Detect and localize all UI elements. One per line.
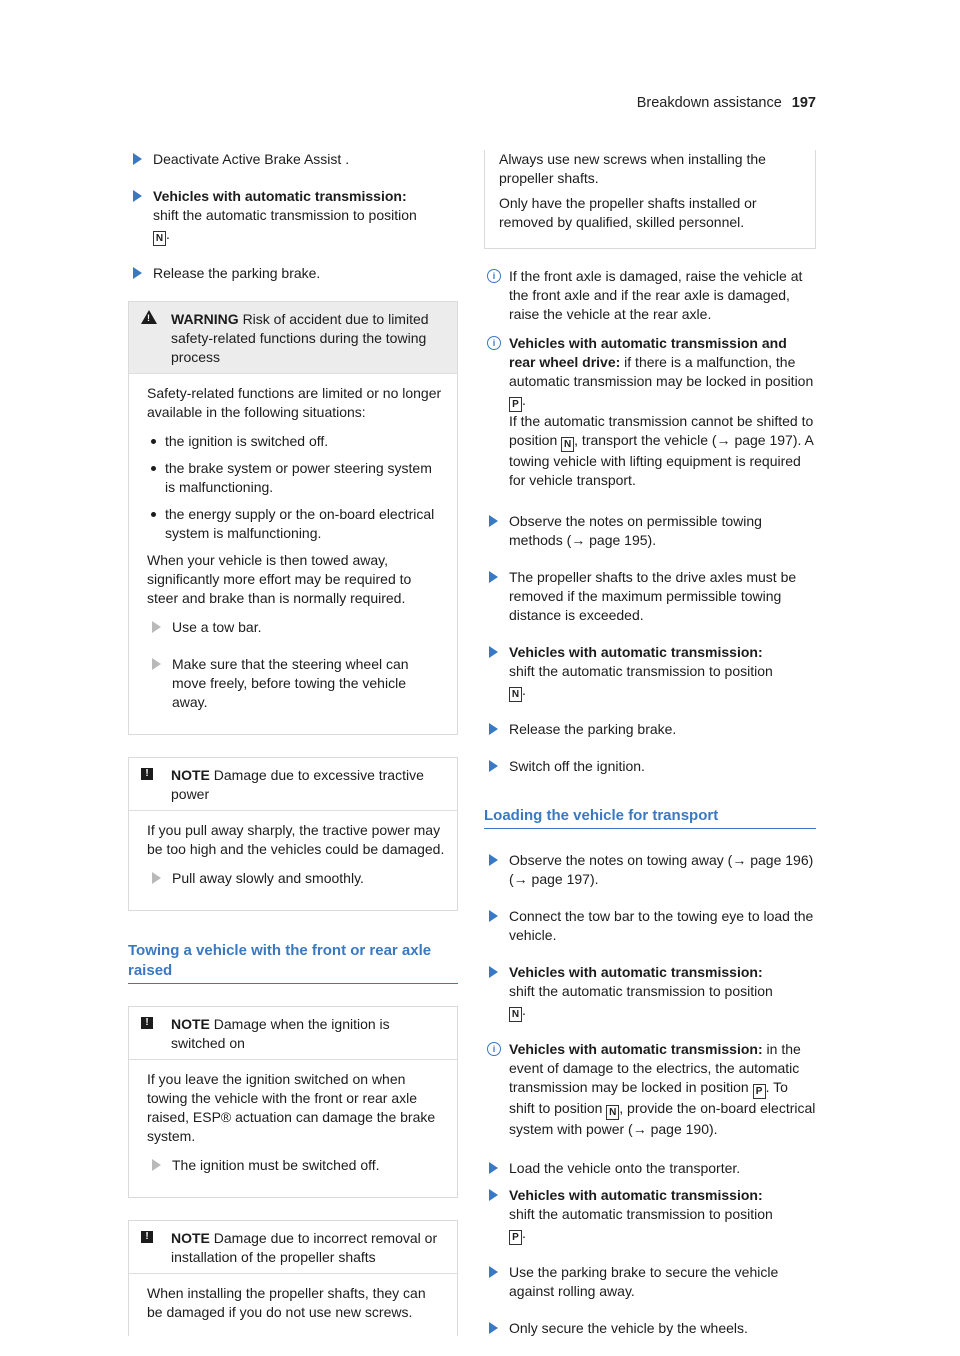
info-icon: i [487,269,501,283]
step-arrow-icon [133,267,142,279]
step-connect-tow-bar [484,907,816,945]
step-text: shift the automatic transmission to position [509,663,773,679]
step-arrow-icon [489,910,498,922]
step-text: Observe the notes on towing away (→ page 196) (→ page 197). [509,852,814,887]
note-title: Damage due to excessive tractive power [171,767,424,802]
step-text: Release the parking brake. [509,721,677,737]
step-text: Deactivate Active Brake Assist . [153,151,350,167]
note-icon: ! [141,1017,153,1029]
step-arrow-icon [489,1266,498,1278]
note-box-tractive-power [128,757,458,911]
step-arrow-icon [152,872,161,884]
step-bold-text: Vehicles with automatic transmission: [509,1187,763,1203]
note-paragraph: Only have the propeller shafts installed or removed by qualified, skilled personnel. [499,195,757,230]
gear-p-icon: P [753,1084,766,1099]
note-icon: ! [141,1231,153,1243]
warning-box [128,301,458,735]
note-body [129,1274,457,1336]
step-observe-towing [484,512,816,550]
step-release-parking-brake [484,720,816,739]
note-paragraph: If you leave the ignition switched on when towing the vehicle with the front or rear axle raised, ESP® actuation can damage the brake system. [147,1071,436,1144]
step-text: Release the parking brake. [153,265,321,281]
step-shift-n-loading: Vehicles with automatic transmission: shift the automatic transmission to position N . [484,963,816,1022]
note-title: Damage due to incorrect removal or installation of the propeller shafts [171,1230,438,1265]
step-text: Use the parking brake to secure the vehicle against rolling away. [509,1264,779,1299]
bullet-item: the brake system or power steering system is malfunctioning. [147,459,445,497]
step-shift-n: Vehicles with automatic transmission: shift the automatic transmission to position N . [484,643,816,702]
note-title: Damage when the ignition is switched on [171,1016,390,1051]
bullet-item: the energy supply or the on-board electrical system is malfunctioning. [147,505,445,543]
step-bold-text: Vehicles with automatic transmission: [153,188,407,204]
note-paragraph: When installing the propeller shafts, they can be damaged if you do not use new screws. [147,1285,426,1320]
note-paragraph: Always use new screws when installing the propeller shafts. [499,151,766,186]
step-load-vehicle [484,1159,816,1178]
note-box-propeller-shafts [128,1220,458,1336]
note-continuation [484,150,816,249]
page-header [637,94,816,113]
info-electrics-damage [484,1040,816,1139]
gear-n-icon: N [509,1007,522,1022]
info-icon: i [487,1042,501,1056]
step-text: Switch off the ignition. [509,758,645,774]
step-bold-text: Vehicles with automatic transmission: [509,644,763,660]
step-arrow-icon [489,1322,498,1334]
note-box-ignition [128,1006,458,1198]
page-number: 197 [791,95,816,111]
note-header [129,1221,457,1274]
info-text: , provide the on-board electrical system with power (→ page 190). [509,1100,816,1137]
step-text: The propeller shafts to the drive axles must be removed if the maximum permissible towing distance is exceeded. [509,569,797,623]
warning-paragraph: When your vehicle is then towed away, significantly more effort may be required to steer and brake than is normally required. [147,552,412,606]
step-arrow-icon [133,190,142,202]
gear-p-icon: P [509,397,522,412]
step-arrow-icon [152,1159,161,1171]
gear-n-icon: N [561,437,574,452]
step-arrow-icon [133,153,142,165]
step-text: Pull away slowly and smoothly. [172,870,364,886]
info-text: If the front axle is damaged, raise the vehicle at the front axle and if the rear axle is damaged, raise the vehicle at the rear axle. [509,268,803,322]
info-icon: i [487,336,501,350]
note-label: NOTE [171,1230,210,1246]
right-column [484,150,816,1356]
step-deactivate-brake-assist [128,150,458,169]
gear-p-icon: P [509,1230,522,1245]
step-arrow-icon [489,966,498,978]
step-arrow-icon [152,658,161,670]
left-column [128,150,458,1336]
warning-step [147,618,445,637]
warning-header [129,302,457,374]
step-arrow-icon [152,621,161,633]
info-text: , transport the vehicle (→ page 197). A towing vehicle with lifting equipment is required for vehicle transport. [509,432,814,488]
note-step [147,869,445,888]
info-bold-text: Vehicles with automatic transmission: [509,1041,763,1057]
note-body [129,1060,457,1197]
step-text: Connect the tow bar to the towing eye to load the vehicle. [509,908,814,943]
info-rear-wheel-drive: i Vehicles with automatic transmission and rear wheel drive: if there is a malfunction, the automatic transmission may be locked in position P . If the automatic transmission cannot be shifted to position N , transport the vehicle (→ page 197). A towing vehicle with lifting equipment is required for vehicle transport. [484,334,816,490]
note-label: NOTE [171,1016,210,1032]
info-front-axle [484,267,816,324]
step-text: The ignition must be switched off. [172,1157,380,1173]
step-arrow-icon [489,1162,498,1174]
step-switch-off-ignition [484,757,816,776]
warning-step [147,655,445,712]
note-paragraph: If you pull away sharply, the tractive power may be too high and the vehicles could be damaged. [147,822,445,857]
step-arrow-icon [489,760,498,772]
step-text: Make sure that the steering wheel can move freely, before towing the vehicle away. [172,656,409,710]
gear-n-icon: N [606,1105,619,1120]
note-header [129,758,457,811]
step-text: Only secure the vehicle by the wheels. [509,1320,748,1336]
step-observe-notes [484,851,816,889]
header-title: Breakdown assistance [636,95,782,111]
step-bold-text: Vehicles with automatic transmission: [509,964,763,980]
gear-n-icon: N [153,231,166,246]
note-body [129,811,457,910]
step-arrow-icon [489,854,498,866]
step-secure-parking-brake [484,1263,816,1301]
step-text: Use a tow bar. [172,619,262,635]
note-step [147,1156,445,1175]
info-bold-text: Vehicles with automatic transmission and rear wheel drive: [509,335,787,370]
info-text: . To shift to position [509,1079,788,1116]
gear-n-icon: N [509,687,522,702]
step-shift-p: Vehicles with automatic transmission: shift the automatic transmission to position P . [484,1186,816,1245]
section-title-towing: Towing a vehicle with the front or rear axle raised [128,941,458,984]
warning-body [129,374,457,734]
warning-intro: Safety-related functions are limited or no longer available in the following situations: [147,385,442,420]
note-label: NOTE [171,767,210,783]
warning-triangle-icon: ! [141,310,157,324]
warning-title: Risk of accident due to limited safety-related functions during the towing process [171,311,429,365]
step-text: Load the vehicle onto the transporter. [509,1160,741,1176]
step-propeller-shafts [484,568,816,625]
step-arrow-icon [489,723,498,735]
warning-label: WARNING [171,311,239,327]
info-text: If the automatic transmission cannot be shifted to position [509,413,814,448]
step-arrow-icon [489,1189,498,1201]
step-text: Observe the notes on permissible towing methods (→ page 195). [509,513,762,548]
note-header [129,1007,457,1060]
step-arrow-icon [489,515,498,527]
step-release-parking-brake [128,264,458,283]
step-arrow-icon [489,646,498,658]
note-icon: ! [141,768,153,780]
info-text: if there is a malfunction, the automatic transmission may be locked in position [509,354,814,389]
step-text: shift the automatic transmission to position [509,1206,773,1222]
step-secure-wheels [484,1319,816,1338]
step-text: shift the automatic transmission to position [153,207,417,223]
section-title-loading: Loading the vehicle for transport [484,806,816,829]
step-arrow-icon [489,571,498,583]
info-text: in the event of damage to the electrics, the automatic transmission may be locked in position [509,1041,801,1095]
bullet-item: the ignition is switched off. [147,432,445,451]
step-shift-n: Vehicles with automatic transmission: shift the automatic transmission to position N . [128,187,458,246]
step-text: shift the automatic transmission to position [509,983,773,999]
